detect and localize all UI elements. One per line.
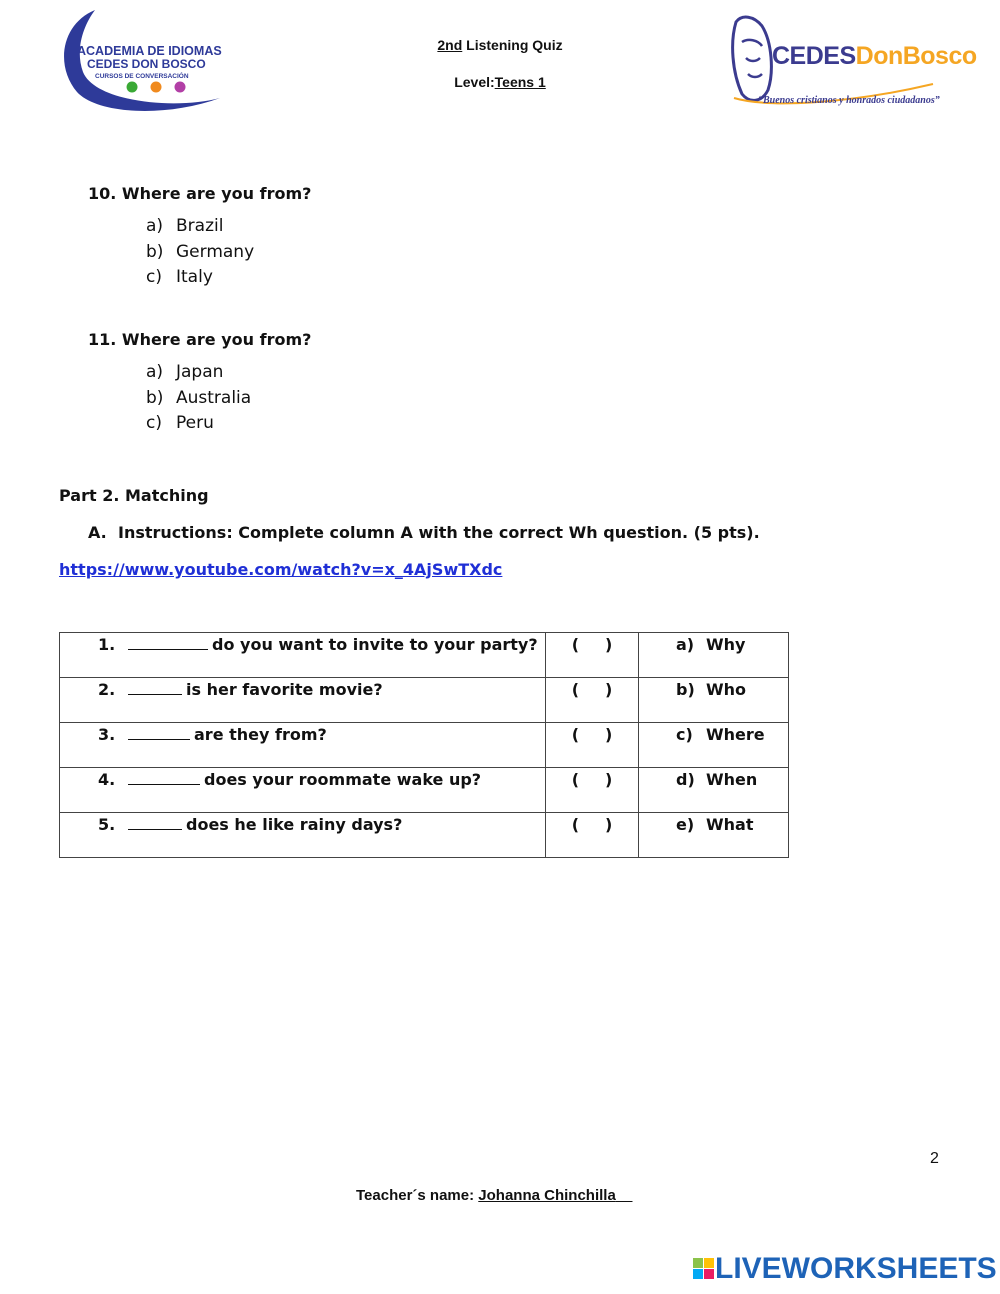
paren-close: ) — [605, 635, 613, 654]
paren-close: ) — [605, 725, 613, 744]
match-paren-input[interactable] — [546, 723, 638, 744]
option-item[interactable] — [146, 411, 251, 437]
answer-word: What — [706, 815, 754, 834]
answer-word: Why — [706, 635, 746, 654]
question-10-options — [146, 214, 254, 291]
answer-word: Who — [706, 680, 747, 699]
option-letter: b) — [146, 387, 164, 408]
instruction-letter: A. — [88, 523, 107, 542]
option-letter: a) — [146, 216, 164, 236]
match-paren-input[interactable] — [546, 768, 638, 789]
matching-table — [59, 632, 789, 858]
option-letter: b) — [146, 241, 164, 262]
instruction-text: Instructions: Complete column A with the correct Wh question. (5 pts). — [118, 523, 760, 542]
answer-blank[interactable] — [128, 770, 200, 785]
part2-instructions — [88, 523, 760, 542]
logo-brand-b: DonBosco — [855, 42, 977, 70]
option-letter: c) — [146, 413, 162, 433]
paren-close: ) — [605, 770, 613, 789]
logo-line1: ACADEMIA DE IDIOMAS — [77, 44, 222, 58]
liveworksheets-logo-icon — [693, 1256, 715, 1282]
option-text: Germany — [176, 241, 255, 262]
option-text: Brazil — [176, 216, 224, 236]
option-item[interactable] — [146, 240, 254, 266]
answer-letter: a) — [676, 635, 695, 654]
logo-dot-green — [127, 82, 138, 93]
paren-close: ) — [605, 815, 613, 834]
row-question: do you want to invite to your party? — [212, 635, 538, 654]
answer-word: When — [706, 770, 758, 789]
teacher-label: Teacher´s name: — [356, 1187, 479, 1204]
row-question: are they from? — [194, 725, 327, 744]
answer-blank[interactable] — [128, 815, 182, 830]
svg-text:CEDESDonBosco — [772, 42, 977, 70]
row-number: 3. — [98, 725, 116, 744]
match-paren-input[interactable] — [546, 678, 638, 699]
level-value: Teens 1 — [494, 74, 546, 90]
logo-tagline: “Buenos cristianos y honrados ciudadanos” — [758, 95, 940, 106]
cedes-donbosco-logo — [728, 12, 977, 112]
paren-open: ( — [571, 815, 579, 834]
match-paren-input[interactable] — [546, 813, 638, 834]
liveworksheets-brand — [693, 1252, 997, 1286]
row-question: does he like rainy days? — [186, 815, 403, 834]
table-row — [60, 723, 789, 768]
logo-dot-orange — [151, 82, 162, 93]
question-11-title: 11. Where are you from? — [88, 330, 312, 349]
paren-open: ( — [571, 770, 579, 789]
academia-logo — [55, 6, 245, 116]
row-number: 4. — [98, 770, 116, 789]
answer-letter: b) — [676, 680, 695, 699]
answer-blank[interactable] — [128, 725, 190, 740]
match-paren-input[interactable] — [546, 633, 638, 654]
paren-close: ) — [605, 680, 613, 699]
liveworksheets-wordmark: LIVEWORKSHEETS — [715, 1252, 997, 1285]
paren-open: ( — [571, 725, 579, 744]
quiz-title — [380, 37, 620, 53]
quiz-title-prefix: 2nd — [437, 37, 463, 53]
option-item[interactable] — [146, 386, 251, 412]
option-text: Australia — [176, 387, 252, 408]
table-row — [60, 813, 789, 858]
option-item[interactable] — [146, 360, 251, 386]
page-number: 2 — [930, 1150, 939, 1167]
option-item[interactable] — [146, 265, 254, 291]
logo-dot-purple — [175, 82, 186, 93]
answer-letter: d) — [676, 770, 695, 789]
logo-line2: CEDES DON BOSCO — [87, 57, 206, 71]
youtube-link[interactable]: https://www.youtube.com/watch?v=x_4AjSwTXdc — [59, 560, 503, 579]
logo-brand-a: CEDES — [772, 42, 856, 70]
level-label: Level: — [454, 74, 495, 90]
teacher-name: Johanna Chinchilla — [478, 1187, 616, 1204]
option-text: Italy — [176, 267, 213, 287]
table-row — [60, 633, 789, 678]
row-number: 5. — [98, 815, 116, 834]
table-row — [60, 768, 789, 813]
table-row — [60, 678, 789, 723]
question-11-options — [146, 360, 251, 437]
teacher-underline-tail — [616, 1187, 633, 1204]
teacher-line — [356, 1187, 632, 1204]
option-text: Peru — [176, 413, 214, 433]
paren-open: ( — [571, 680, 579, 699]
answer-word: Where — [706, 725, 765, 744]
option-letter: c) — [146, 267, 162, 287]
option-item[interactable] — [146, 214, 254, 240]
logo-line3: CURSOS DE CONVERSACIÓN — [95, 73, 189, 80]
answer-blank[interactable] — [128, 680, 182, 695]
level-line — [380, 74, 620, 90]
option-text: Japan — [176, 362, 224, 382]
answer-letter: c) — [676, 725, 693, 744]
answer-letter: e) — [676, 815, 695, 834]
row-number: 2. — [98, 680, 116, 699]
row-question: does your roommate wake up? — [204, 770, 482, 789]
row-question: is her favorite movie? — [186, 680, 383, 699]
question-10-title: 10. Where are you from? — [88, 184, 312, 203]
option-letter: a) — [146, 362, 164, 382]
quiz-title-suffix: Listening Quiz — [462, 37, 563, 53]
row-number: 1. — [98, 635, 116, 654]
paren-open: ( — [571, 635, 579, 654]
part2-heading: Part 2. Matching — [59, 486, 209, 505]
answer-blank[interactable] — [128, 635, 208, 650]
